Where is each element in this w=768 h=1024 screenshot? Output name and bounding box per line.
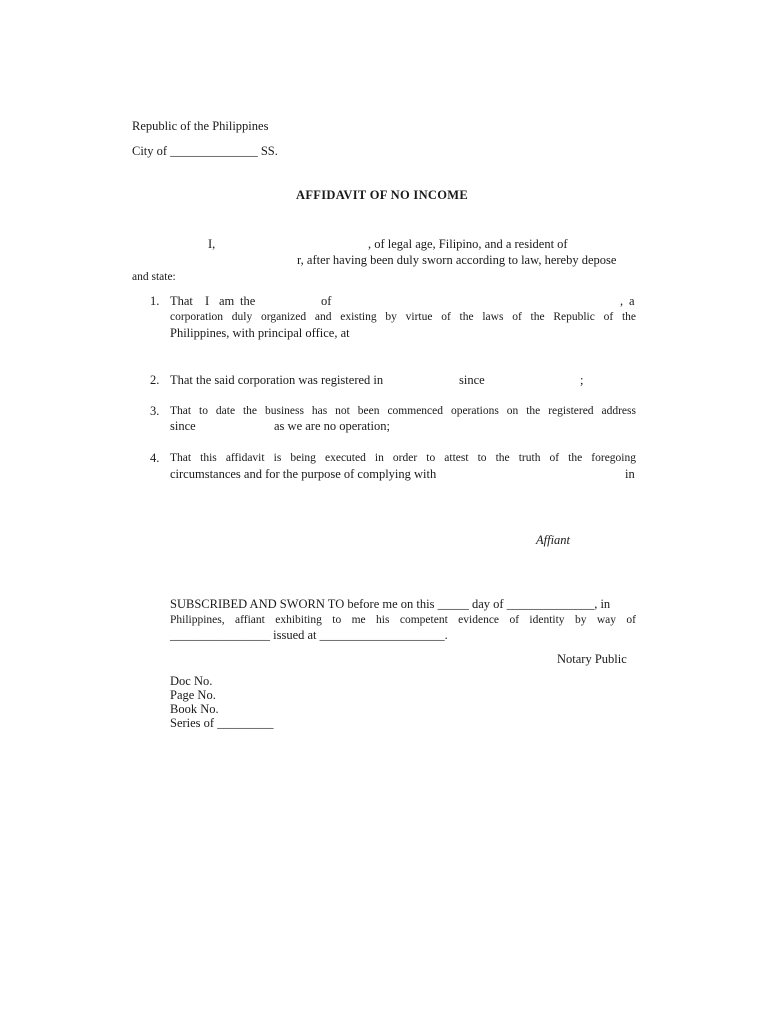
item-1-word: of (321, 294, 332, 308)
item-4-line-2-a: circumstances and for the purpose of complying with (170, 467, 437, 481)
item-4-line-1: That this affidavit is being executed in order to attest to the truth of the foregoing (170, 452, 636, 464)
notary-public-label: Notary Public (557, 652, 627, 666)
item-1-word: , (620, 294, 624, 308)
doc-no: Doc No. (170, 674, 213, 688)
jurat-line-3: ________________ issued at ____________________. (170, 628, 448, 642)
item-3-line-2-a: since (170, 419, 196, 433)
intro-pronoun: I, (208, 237, 216, 251)
item-1-word: am (219, 294, 235, 308)
item-1-line-3: Philippines, with principal office, at (170, 326, 350, 340)
item-2-text-b: since (459, 373, 485, 387)
item-2-text-c: ; (580, 373, 584, 387)
intro-fragment-1: , of legal age, Filipino, and a resident of (368, 237, 568, 251)
item-1-line-2: corporation duly organized and existing by virtue of the laws of the Republic of the (170, 311, 636, 323)
item-3-number: 3. (150, 404, 160, 418)
republic-line: Republic of the Philippines (132, 119, 269, 133)
jurat-line-1: SUBSCRIBED AND SWORN TO before me on this _____ day of ______________, in (170, 597, 611, 611)
book-no: Book No. (170, 702, 219, 716)
item-2-number: 2. (150, 373, 160, 387)
item-1-word: I (205, 294, 210, 308)
item-1-word: a (629, 294, 635, 308)
item-2-text-a: That the said corporation was registered in (170, 373, 384, 387)
item-3-line-1: That to date the business has not been commenced operations on the registered address (170, 405, 636, 417)
item-4-number: 4. (150, 451, 160, 465)
intro-fragment-3: and state: (132, 271, 176, 283)
item-1-word: the (240, 294, 256, 308)
document-title: AFFIDAVIT OF NO INCOME (296, 188, 469, 202)
affiant-label: Affiant (536, 533, 571, 547)
item-1-word: That (170, 294, 193, 308)
item-1-number: 1. (150, 294, 160, 308)
series-of: Series of _________ (170, 716, 274, 730)
intro-fragment-2: r, after having been duly sworn according to law, hereby depose (297, 253, 617, 267)
page-no: Page No. (170, 688, 216, 702)
city-line: City of ______________ SS. (132, 144, 278, 158)
jurat-line-2: Philippines, affiant exhibiting to me his competent evidence of identity by way of (170, 614, 636, 626)
item-4-line-2-b: in (625, 467, 635, 481)
item-3-line-2-b: as we are no operation; (274, 419, 390, 433)
